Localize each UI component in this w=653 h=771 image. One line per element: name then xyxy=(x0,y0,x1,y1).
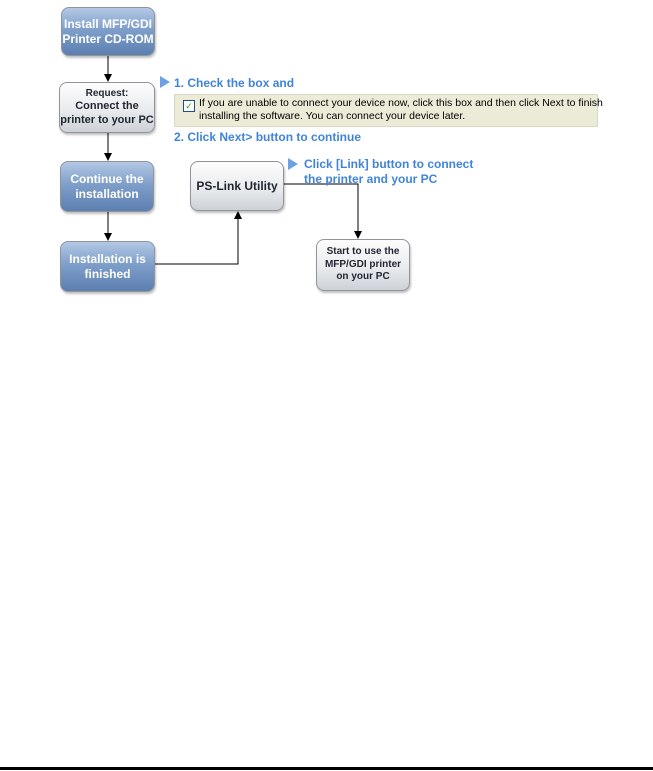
node-install-line-2: Printer CD-ROM xyxy=(62,31,154,46)
callout-step-2: 2. Click Next> button to continue xyxy=(174,130,362,144)
node-start-line-2: MFP/GDI printer xyxy=(324,258,402,270)
node-installation-finished xyxy=(60,241,155,292)
arrow-finished-to-pslink xyxy=(155,212,238,264)
node-continue-line-1: Continue the xyxy=(70,171,144,186)
arrow-pslink-to-start xyxy=(284,184,358,238)
dialog-message-line-2: installing the software. You can connect your device later. xyxy=(199,110,466,122)
callout-step-1: 1. Check the box and xyxy=(174,76,295,90)
node-ps-link-utility xyxy=(190,161,284,211)
page-bottom-rule xyxy=(0,767,653,770)
check-icon: ✓ xyxy=(185,101,193,111)
pointer-triangle-icon xyxy=(160,76,170,88)
node-install-line-1: Install MFP/GDI xyxy=(63,16,152,31)
dialog-connect-later xyxy=(174,94,603,127)
node-finished-line-2: finished xyxy=(84,266,131,281)
node-request-line-2: Connect the xyxy=(75,100,139,112)
callout-link-line-1: Click [Link] button to connect xyxy=(304,157,474,171)
node-request-connect-printer xyxy=(59,82,155,133)
node-request-line-1: Request: xyxy=(85,87,129,99)
node-start-using-printer xyxy=(316,239,410,291)
dialog-message xyxy=(199,97,603,123)
node-install-cd-rom xyxy=(61,7,155,56)
node-start-line-3: on your PC xyxy=(336,271,390,283)
node-request-line-3: printer to your PC xyxy=(60,113,154,126)
node-pslink-line-1: PS-Link Utility xyxy=(196,178,278,193)
pointer-triangle-icon xyxy=(288,158,298,170)
connect-later-checkbox[interactable] xyxy=(183,100,195,112)
node-continue-installation xyxy=(60,161,154,212)
node-start-line-1: Start to use the xyxy=(326,246,400,258)
node-continue-line-2: installation xyxy=(75,186,139,201)
callout-link-line-2: the printer and your PC xyxy=(304,172,438,186)
callout-link xyxy=(304,157,473,187)
node-finished-line-1: Installation is xyxy=(69,251,146,266)
dialog-message-line-1: If you are unable to connect your device now, click this box and then click Next to finish xyxy=(199,97,603,109)
